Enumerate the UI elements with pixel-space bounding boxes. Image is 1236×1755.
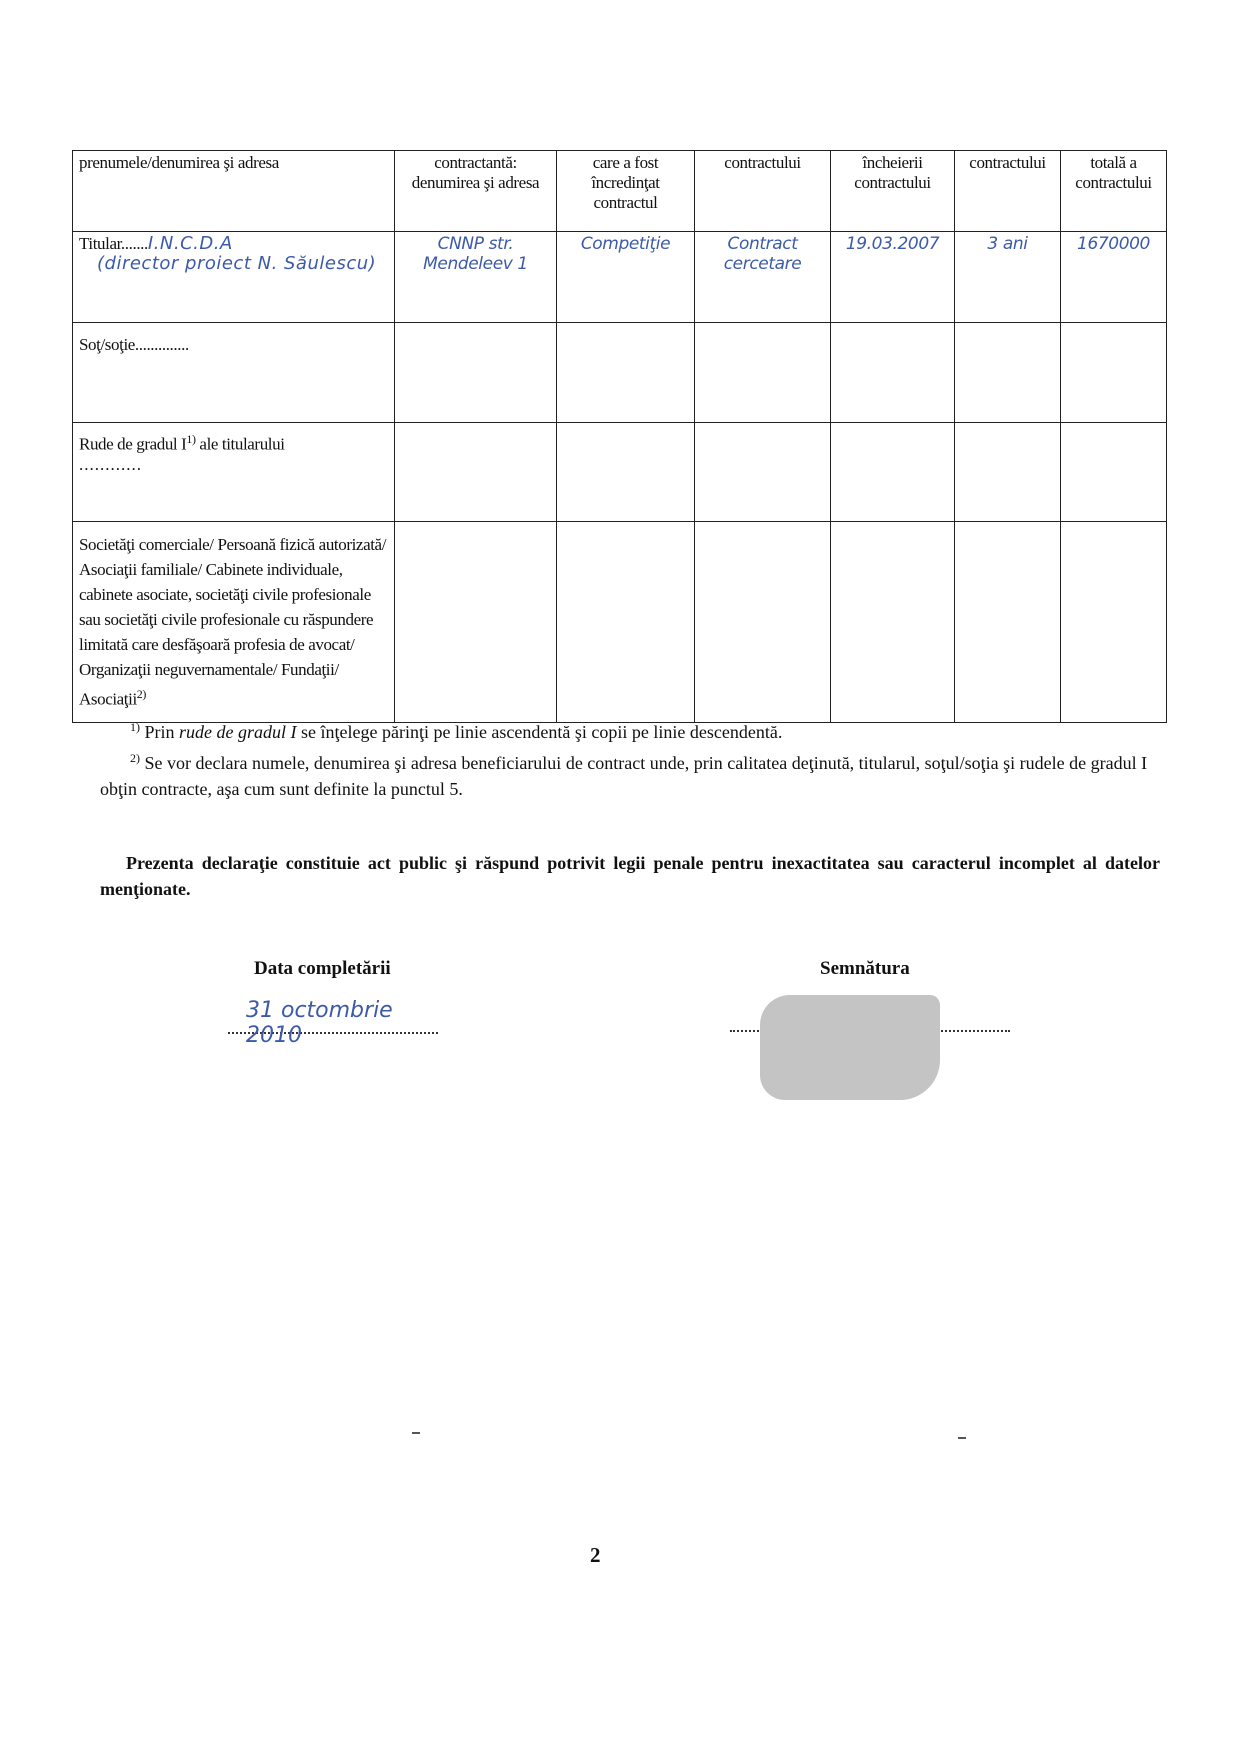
- row-label-tail: ale titularului: [195, 434, 285, 454]
- footnote-text: se înţelege părinţi pe linie ascendentă şi copii pe linie descendentă.: [296, 722, 783, 742]
- signature-label: Semnătura: [820, 958, 910, 979]
- row-label: Soţ/soţie..............: [73, 323, 395, 423]
- table-row-spouse: [73, 323, 1167, 423]
- table-row-relatives: [73, 423, 1167, 522]
- row-label-text: Rude de gradul I: [79, 434, 187, 454]
- table-cell: [695, 522, 831, 723]
- contracts-table: [72, 150, 1167, 723]
- table-cell: [831, 323, 955, 423]
- table-cell: 19.03.2007: [831, 232, 955, 323]
- footnote-2: [100, 745, 1160, 802]
- table-cell: [557, 522, 695, 723]
- scan-speck: [958, 1437, 966, 1439]
- header-cell: contractului: [955, 151, 1061, 232]
- footnote-marker: 1): [130, 720, 140, 734]
- handwritten-note: (director proiect N. Săulescu): [97, 253, 377, 274]
- handwritten-date: 31 octombrie 2010: [246, 998, 393, 1048]
- row-label: [73, 522, 395, 723]
- header-cell: contractantă: denumirea şi adresa: [395, 151, 557, 232]
- footnote-1: [100, 714, 1160, 745]
- table-cell: [1061, 423, 1167, 522]
- table-cell: [1061, 323, 1167, 423]
- footnote-text: Se vor declara numele, denumirea şi adresa beneficiarului de contract unde, prin calitatea deţinută, titularul, soţul/soţia şi rudele de gradul I obţin contracte, aşa cum sunt definite la punctul 5.: [100, 753, 1148, 799]
- date-label: Data completării: [254, 958, 391, 979]
- table-cell: [831, 522, 955, 723]
- header-cell: încheierii contractului: [831, 151, 955, 232]
- table-cell: [395, 423, 557, 522]
- row-label: [73, 423, 395, 522]
- page-number: 2: [590, 1543, 601, 1567]
- handwritten-institution: I.N.C.D.A: [147, 233, 233, 254]
- header-cell: totală a contractului: [1061, 151, 1167, 232]
- table-cell: 1670000: [1061, 232, 1167, 323]
- footnote-marker: 2): [130, 751, 140, 765]
- table-cell: [1061, 522, 1167, 723]
- row-label-text: Societăţi comerciale/ Persoană fizică autorizată/ Asociaţii familiale/ Cabinete individuale, cabinete asociate, societăţi civile profesionale sau societăţi civile profesionale cu răspundere limitată care desfăşoară profesia de avocat/ Organizaţii neguvernamentale/ Fundaţii/ Asociaţii: [79, 535, 387, 709]
- footnotes: [100, 714, 1160, 802]
- date-field: [228, 998, 438, 1048]
- table-cell: [831, 423, 955, 522]
- footnote-ref: 1): [186, 432, 196, 446]
- redacted-signature-part: [880, 1000, 940, 1040]
- table-cell: CNNP str. Mendeleev 1: [395, 232, 557, 323]
- footnote-ref: 2): [136, 687, 146, 701]
- row-label: [73, 232, 395, 323]
- table-cell: [695, 423, 831, 522]
- table-cell: [955, 323, 1061, 423]
- table-cell: Competiţie: [557, 232, 695, 323]
- row-label-dots: ............: [79, 454, 142, 474]
- header-cell: prenumele/denumirea şi adresa: [73, 151, 395, 232]
- header-cell: contractului: [695, 151, 831, 232]
- row-label-text: Titular.......: [79, 234, 148, 253]
- table-cell: 3 ani: [955, 232, 1061, 323]
- table-cell: [955, 522, 1061, 723]
- table-header-row: [73, 151, 1167, 232]
- legal-declaration: Prezenta declaraţie constituie act public şi răspund potrivit legii penale pentru inexactitatea sau caracterul incomplet al datelor menţionate.: [100, 853, 1160, 899]
- footnote-italic: rude de gradul I: [179, 722, 297, 742]
- table-row-titular: [73, 232, 1167, 323]
- table-cell: [557, 323, 695, 423]
- scan-speck: [412, 1432, 420, 1434]
- table-cell: [695, 323, 831, 423]
- header-cell: care a fost încredinţat contractul: [557, 151, 695, 232]
- table-cell: [557, 423, 695, 522]
- table-cell: [955, 423, 1061, 522]
- table-cell: [395, 323, 557, 423]
- table-cell: [395, 522, 557, 723]
- footnote-text: Prin: [140, 722, 180, 742]
- table-cell: Contract cercetare: [695, 232, 831, 323]
- table-row-companies: [73, 522, 1167, 723]
